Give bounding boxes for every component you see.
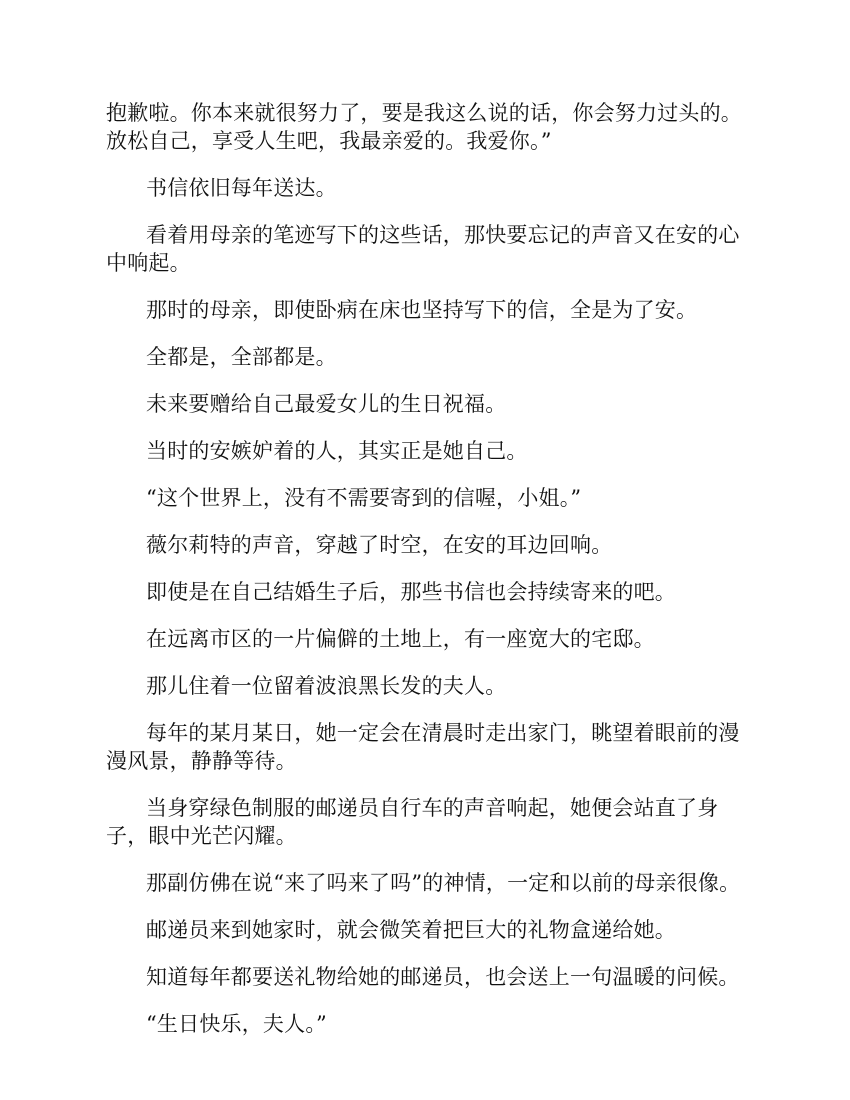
paragraph: 每年的某月某日，她一定会在清晨时走出家门，眺望着眼前的漫漫风景，静静等待。 [106, 721, 740, 773]
paragraph: 抱歉啦。你本来就很努力了，要是我这么说的话，你会努力过头的。放松自己，享受人生吧，我最亲爱的。我爱你。” [106, 101, 742, 153]
paragraph: 即使是在自己结婚生子后，那些书信也会持续寄来的吧。 [146, 580, 676, 604]
paragraph: 邮递员来到她家时，就会微笑着把巨大的礼物盒递给她。 [146, 918, 676, 942]
paragraph: 全都是，全部都是。 [146, 345, 337, 369]
paragraph: 薇尔莉特的声音，穿越了时空，在安的耳边回响。 [146, 533, 613, 557]
paragraph: 当身穿绿色制服的邮递员自行车的声音响起，她便会站直了身子，眼中光芒闪耀。 [106, 796, 719, 848]
paragraph: 那时的母亲，即使卧病在床也坚持写下的信，全是为了安。 [146, 298, 698, 322]
paragraph: 看着用母亲的笔迹写下的这些话，那快要忘记的声音又在安的心中响起。 [106, 223, 740, 275]
paragraph: 在远离市区的一片偏僻的土地上，有一座宽大的宅邸。 [146, 627, 655, 651]
paragraph: “这个世界上，没有不需要寄到的信喔，小姐。” [146, 486, 582, 510]
paragraph: 未来要赠给自己最爱女儿的生日祝福。 [146, 392, 507, 416]
paragraph: 当时的安嫉妒着的人，其实正是她自己。 [146, 439, 528, 463]
paragraph: 那副仿佛在说“来了吗来了吗”的神情，一定和以前的母亲很像。 [146, 871, 741, 895]
document-body [106, 99, 751, 1057]
paragraph: “生日快乐，夫人。” [146, 1012, 327, 1036]
paragraph: 书信依旧每年送达。 [146, 176, 337, 200]
paragraph: 知道每年都要送礼物给她的邮递员，也会送上一句温暖的问候。 [146, 965, 740, 989]
paragraph: 那儿住着一位留着波浪黑长发的夫人。 [146, 674, 507, 698]
